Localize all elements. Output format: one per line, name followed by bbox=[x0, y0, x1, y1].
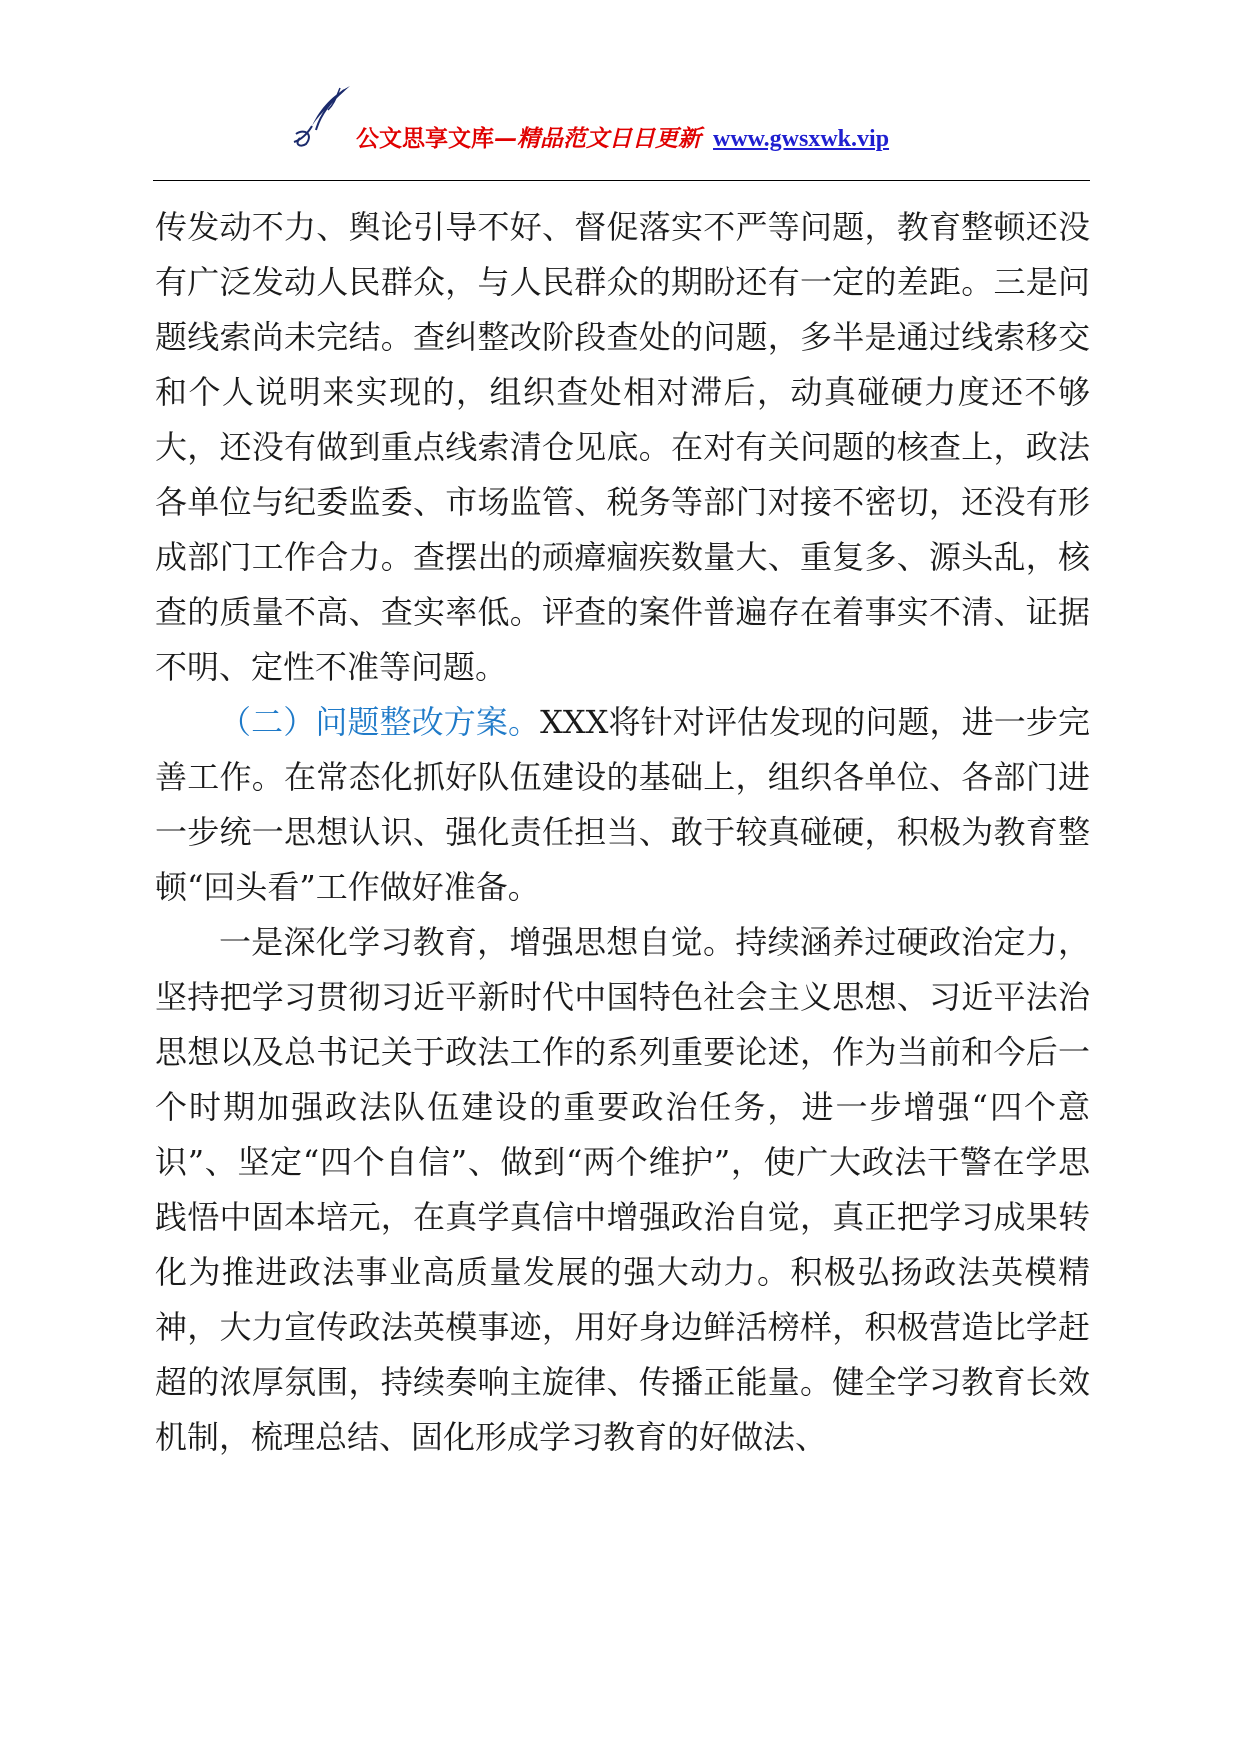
section-heading: （二）问题整改方案。 bbox=[219, 703, 541, 741]
document-body bbox=[155, 200, 1090, 1465]
quill-pen-logo-icon bbox=[290, 82, 358, 150]
page-header bbox=[290, 82, 1050, 152]
site-name: 公文思享文库 bbox=[356, 125, 494, 152]
header-title bbox=[356, 120, 889, 153]
site-url-link[interactable]: www.gwsxwk.vip bbox=[713, 126, 890, 152]
paragraph-2 bbox=[155, 695, 1090, 915]
site-slogan: —精品范文日日更新 bbox=[494, 125, 701, 152]
header-divider bbox=[153, 180, 1090, 181]
paragraph-2-text: XXX将针对评估发现的问题，进一步完善工作。在常态化抓好队伍建设的基础上，组织各单位、各部门进一步统一思想认识、强化责任担当、敢于较真碰硬，积极为教育整顿“回头看”工作做好准备。 bbox=[155, 703, 1090, 906]
paragraph-1: 传发动不力、舆论引导不好、督促落实不严等问题，教育整顿还没有广泛发动人民群众，与人民群众的期盼还有一定的差距。三是问题线索尚未完结。查纠整改阶段查处的问题，多半是通过线索移交和个人说明来实现的，组织查处相对滞后，动真碰硬力度还不够大，还没有做到重点线索清仓见底。在对有关问题的核查上，政法各单位与纪委监委、市场监管、税务等部门对接不密切，还没有形成部门工作合力。查摆出的顽瘴痼疾数量大、重复多、源头乱，核查的质量不高、查实率低。评查的案件普遍存在着事实不清、证据不明、定性不准等问题。 bbox=[155, 208, 1090, 686]
paragraph-3: 一是深化学习教育，增强思想自觉。持续涵养过硬政治定力，坚持把学习贯彻习近平新时代中国特色社会主义思想、习近平法治思想以及总书记关于政法工作的系列重要论述，作为当前和今后一个时期加强政法队伍建设的重要政治任务，进一步增强“四个意识”、坚定“四个自信”、做到“两个维护”，使广大政法干警在学思践悟中固本培元，在真学真信中增强政治自觉，真正把学习成果转化为推进政法事业高质量发展的强大动力。积极弘扬政法英模精神，大力宣传政法英模事迹，用好身边鲜活榜样，积极营造比学赶超的浓厚氛围，持续奏响主旋律、传播正能量。健全学习教育长效机制，梳理总结、固化形成学习教育的好做法、 bbox=[155, 923, 1090, 1456]
